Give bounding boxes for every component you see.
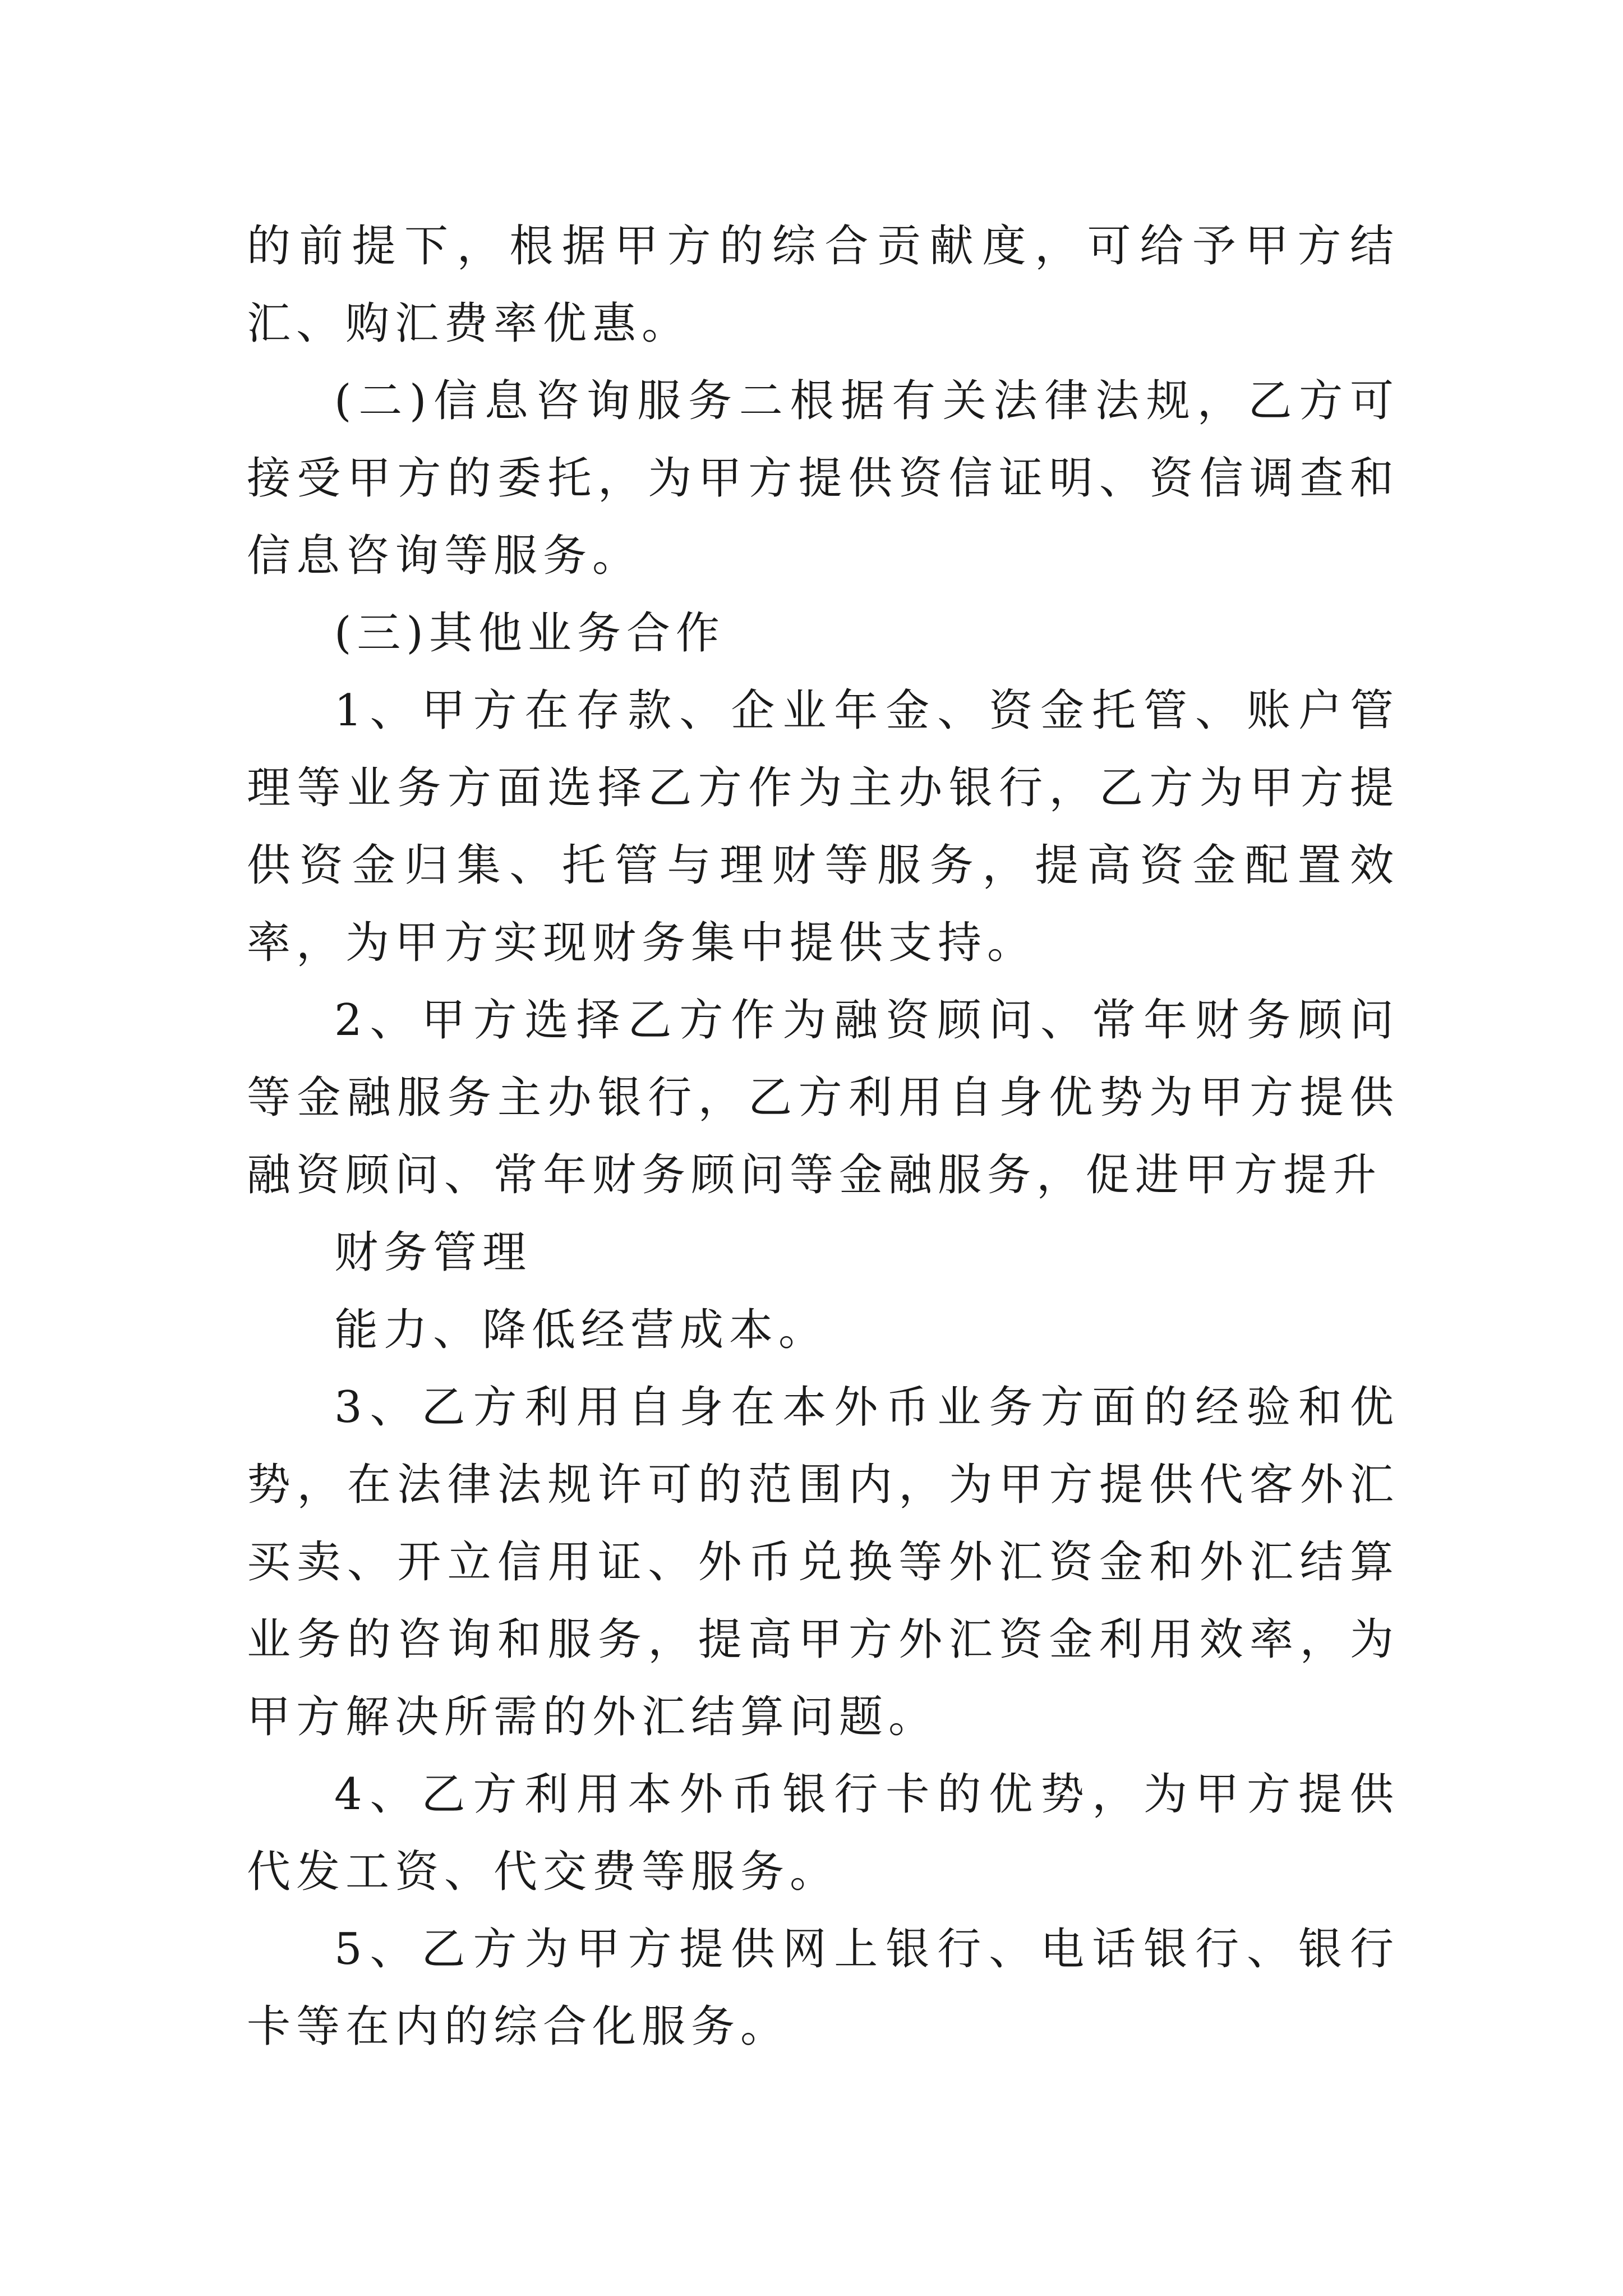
paragraph-10: 5、乙方为甲方提供网上银行、电话银行、银行卡等在内的综合化服务。 [247,1924,1399,2052]
paragraph-8: 3、乙方利用自身在本外币业务方面的经验和优势，在法律法规许可的范围内，为甲方提供代客外汇买卖、开立信用证、外币兑换等外汇资金和外汇结算业务的咨询和服务，提高甲方外汇资金利用效率，为甲方解决所需的外汇结算问题。 [247,1382,1399,1742]
paragraph-9: 4、乙方利用本外币银行卡的优势，为甲方提供代发工资、代交费等服务。 [247,1769,1399,1897]
paragraph-3: (三)其他业务合作 [334,608,725,659]
paragraph-4: 1、甲方在存款、企业年金、资金托管、账户管理等业务方面选择乙方作为主办银行，乙方为甲方提供资金归集、托管与理财等服务，提高资金配置效率，为甲方实现财务集中提供支持。 [247,685,1399,968]
paragraph-5: 2、甲方选择乙方作为融资顾问、常年财务顾问等金融服务主办银行，乙方利用自身优势为甲方提供融资顾问、常年财务顾问等金融服务，促进甲方提升 [247,995,1399,1200]
document-page [247,208,1399,2065]
paragraph-7: 能力、降低经营成本。 [334,1305,828,1355]
paragraph-6: 财务管理 [334,1227,532,1278]
paragraph-2: (二)信息咨询服务二根据有关法律法规，乙方可接受甲方的委托，为甲方提供资信证明、资信调查和信息咨询等服务。 [247,376,1399,581]
paragraph-1: 的前提下，根据甲方的综合贡献度，可给予甲方结汇、购汇费率优惠。 [247,221,1399,349]
